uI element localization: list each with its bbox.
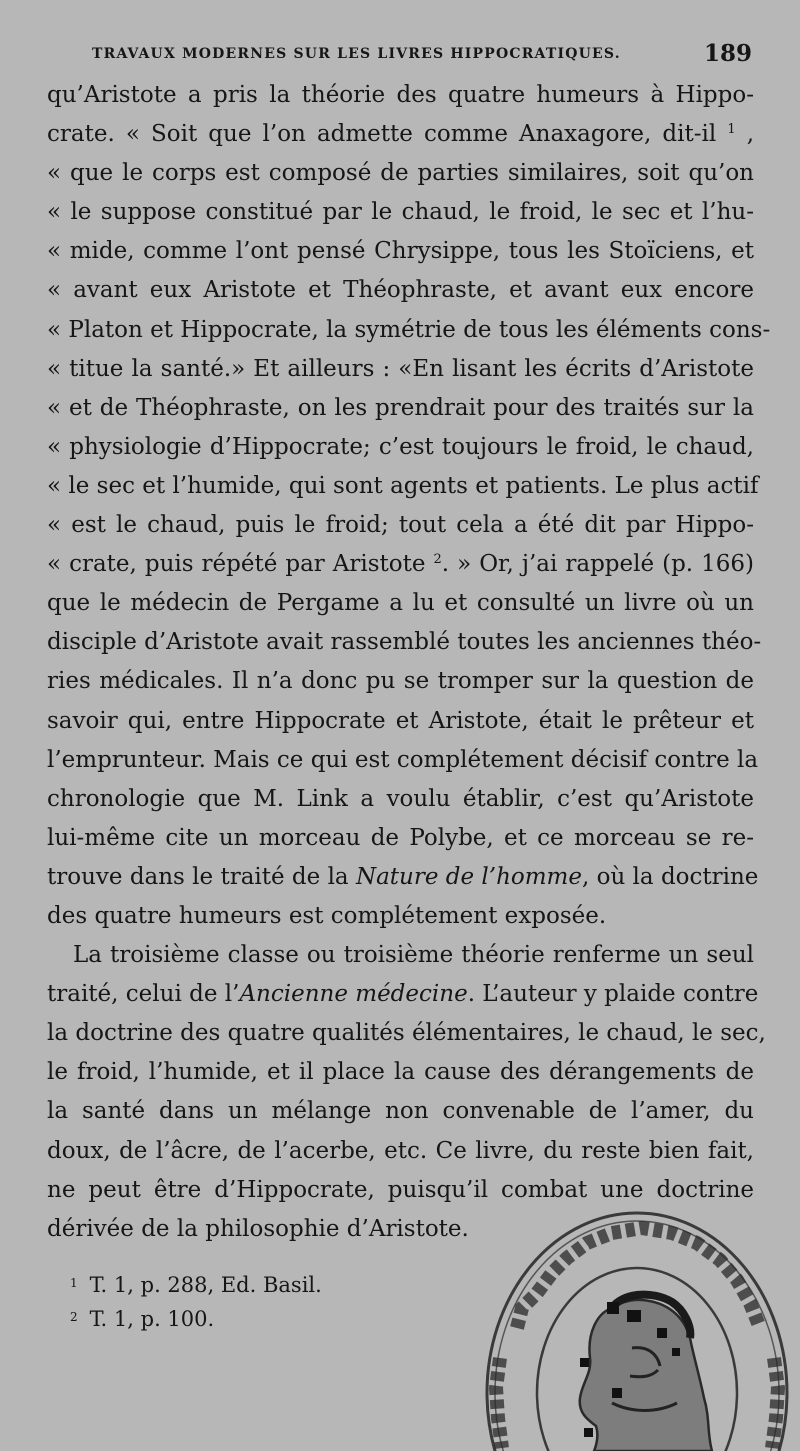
text-line: « crate, puis répété par Aristote $^2$. » Or, j’ai rappelé (p. 166) (47, 551, 754, 578)
text-line: des quatre humeurs est complétement exposée. (47, 902, 607, 929)
footnote (70, 1300, 322, 1334)
footnote-mark: 1 (70, 1276, 78, 1290)
text-line: « titue la santé.» Et ailleurs : «En lisant les écrits d’Aristote (47, 355, 754, 382)
text-line: l’emprunteur. Mais ce qui est complétement décisif contre la (47, 746, 759, 773)
text-line: dérivée de la philosophie d’Aristote. (47, 1215, 469, 1242)
footnote-text: T. 1, p. 100. (89, 1307, 215, 1331)
text-line: la santé dans un mélange non convenable de l’amer, du (47, 1098, 754, 1125)
text-line: disciple d’Aristote avait rassemblé toutes les anciennes théo- (47, 629, 762, 656)
text-line: ne peut être d’Hippocrate, puisqu’il combat une doctrine (47, 1176, 754, 1203)
text-line: « physiologie d’Hippocrate; c’est toujours le froid, le chaud, (47, 433, 754, 460)
running-title: TRAVAUX MODERNES SUR LES LIVRES HIPPOCRATIQUES. (92, 46, 621, 62)
text-line: chronologie que M. Link a voulu établir, c’est qu’Aristote (47, 785, 754, 812)
text-line: « et de Théophraste, on les prendrait pour des traités sur la (47, 394, 754, 421)
text-line: le froid, l’humide, et il place la cause des dérangements de (47, 1059, 754, 1086)
library-stamp (462, 1198, 800, 1451)
text-line: La troisième classe ou troisième théorie renferme un seul (73, 942, 754, 969)
text-line: « que le corps est composé de parties similaires, soit qu’on (47, 160, 754, 187)
text-line: « mide, comme l’ont pensé Chrysippe, tous les Stoïciens, et (47, 238, 754, 265)
footnote-text: T. 1, p. 288, Ed. Basil. (89, 1273, 322, 1297)
text-line: crate. « Soit que l’on admette comme Anaxagore, dit-il $^1$ , (47, 121, 755, 148)
text-line: traité, celui de l’Ancienne médecine. L’auteur y plaide contre (47, 981, 759, 1008)
text-line: la doctrine des quatre qualités élémentaires, le chaud, le sec, (47, 1020, 766, 1047)
body-text (47, 76, 771, 1249)
text-line: qu’Aristote a pris la théorie des quatre humeurs à Hippo- (47, 82, 754, 108)
text-line: lui-même cite un morceau de Polybe, et ce morceau se re- (47, 824, 754, 851)
book-title: Nature de l’homme (355, 863, 582, 890)
page-number: 189 (703, 40, 752, 67)
text-line: « est le chaud, puis le froid; tout cela a été dit par Hippo- (47, 512, 754, 539)
page-header (92, 40, 752, 70)
footnote-ref: 2 (433, 552, 442, 568)
footnote (70, 1266, 322, 1300)
book-title: Ancienne médecine (239, 981, 468, 1008)
paragraph-1 (47, 76, 771, 936)
footnote-ref: 1 (727, 122, 736, 138)
text-line: ries médicales. Il n’a donc pu se tromper sur la question de (47, 668, 754, 695)
text-line: « le sec et l’humide, qui sont agents et patients. Le plus actif (47, 472, 759, 499)
stamp-seal-icon (462, 1198, 800, 1451)
footnote-mark: 2 (70, 1310, 78, 1324)
text-line: trouve dans le traité de la Nature de l’homme, où la doctrine (47, 863, 759, 890)
text-line: doux, de l’âcre, de l’acerbe, etc. Ce livre, du reste bien fait, (47, 1137, 754, 1164)
text-line: savoir qui, entre Hippocrate et Aristote, était le prêteur et (47, 707, 754, 734)
text-line: « Platon et Hippocrate, la symétrie de tous les éléments cons- (47, 316, 771, 343)
text-line: « avant eux Aristote et Théophraste, et avant eux encore (47, 277, 754, 304)
text-line: « le suppose constitué par le chaud, le froid, le sec et l’hu- (47, 199, 754, 226)
text-line: que le médecin de Pergame a lu et consulté un livre où un (47, 590, 754, 617)
footnotes (70, 1266, 322, 1334)
